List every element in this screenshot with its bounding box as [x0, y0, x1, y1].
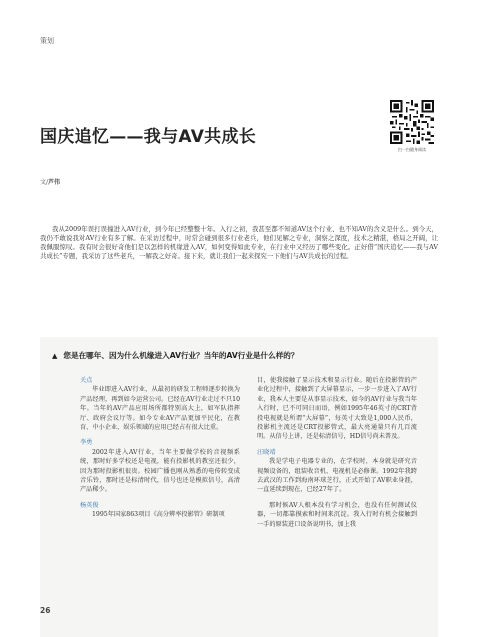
qr-caption: 扫一扫随身阅读 — [398, 147, 426, 152]
answer-paragraph: 2002年进入AV行业，当年主要做学校的音视频系统，那时好多学校还是电视，能有投影机的教室还很少，因为那时投影机很贵。校园广播也刚从熟悉的电传转变成音乐铃，那时还是标清时代，信号也还是模拟信号，高清产品稀少。 — [80, 448, 240, 494]
speaker-name: 关点 — [80, 377, 93, 384]
speaker-name: 李勇 — [80, 439, 93, 447]
article-title: 国庆追忆——我与AV共成长 — [40, 127, 257, 147]
qr-code-icon — [390, 100, 434, 144]
answer-paragraph: 毕业即进入AV行业，从最初的研发工程师逐步转换为产品经理，再到如今运营公司。已经在AV行业走过不只10年。当年的AV产品应用场所都特别高大上，如军队指挥厅、政府会议厅等。如今专业AV产品更加平民化，在教育、中小企业、娱乐领域的应用已经占有很大比重。 — [80, 386, 240, 432]
intro-paragraph: 我从2009年误打误撞进入AV行业，到今年已经整整十年。入行之初，我甚至都不知道AV这个行业、也不知AV的含义是什么。到今天，我仍不敢说我对AV行业有多了解。在采访过程中，时常会碰到很多行业老兵，他们见解之专业，洞察之深度，技术之精湛，格局之开阔，让我佩服惊叹。我有时会很好奇他们是以怎样的机缘进入AV，如何变得如此专业，在行业中又经历了哪些变化。正好借“国庆追忆——我与AV共成长”专题，我采访了这些老兵，一解我之好奇。接下来，就让我们一起来探究一下他们与AV共成长的过程。 — [40, 225, 438, 260]
answer-paragraph: 那时候AV人根本没有学习机会，也没有任何测试仪器，一切都靠摸索和时间来沉淀。我入行时有机会接触到一手的原装进口设备说明书，加上我 — [257, 501, 417, 528]
answer-paragraph: 我是学电子电器专业的，在学校时，本身就是研究音视频设备的，组装收音机、电视机是必修课。1992年我跨去武汉的工作到海南环球芝行，正式开始了AV职业身涯，一直延续到现在，已经27年了。 — [257, 458, 417, 494]
triangle-marker-icon: ▲ — [52, 352, 58, 360]
author-name: 芦伟 — [48, 179, 61, 186]
answer-paragraph: 1995年国家863项目《高分辨率投影管》研制项 — [92, 511, 225, 519]
section-tag: 策划 — [40, 37, 54, 45]
answer-column-right — [257, 376, 417, 535]
page-number: 26 — [40, 606, 51, 615]
answer-column-left — [80, 376, 240, 526]
answer-paragraph-continued: 目，使我接触了显示技术和显示行业。随后在投影管的产业化过程中，接触到了大屏幕显示，一步一步进入了AV行业，我本人主要是从事显示技术，如今的AV行业与我当年入行时，已不可同日而语，例如1995年46英寸的CRT背投电视就是所谓“大屏幕”，每英寸大致是1,000人民币，投影机主流还是CRT投影管式，最大亮通量只有几百流明。从信号上讲，还是标清信号，HD信号尚未普及。 — [257, 377, 417, 441]
speaker-name: 杨英俊 — [80, 501, 99, 509]
speaker-name: 汪晓靖 — [257, 448, 276, 456]
interview-question — [52, 350, 432, 361]
byline — [40, 177, 60, 186]
byline-prefix: 文/ — [40, 179, 49, 186]
question-text: 您是在哪年、因为什么机缘进入AV行业？当年的AV行业是什么样的？ — [63, 351, 299, 360]
